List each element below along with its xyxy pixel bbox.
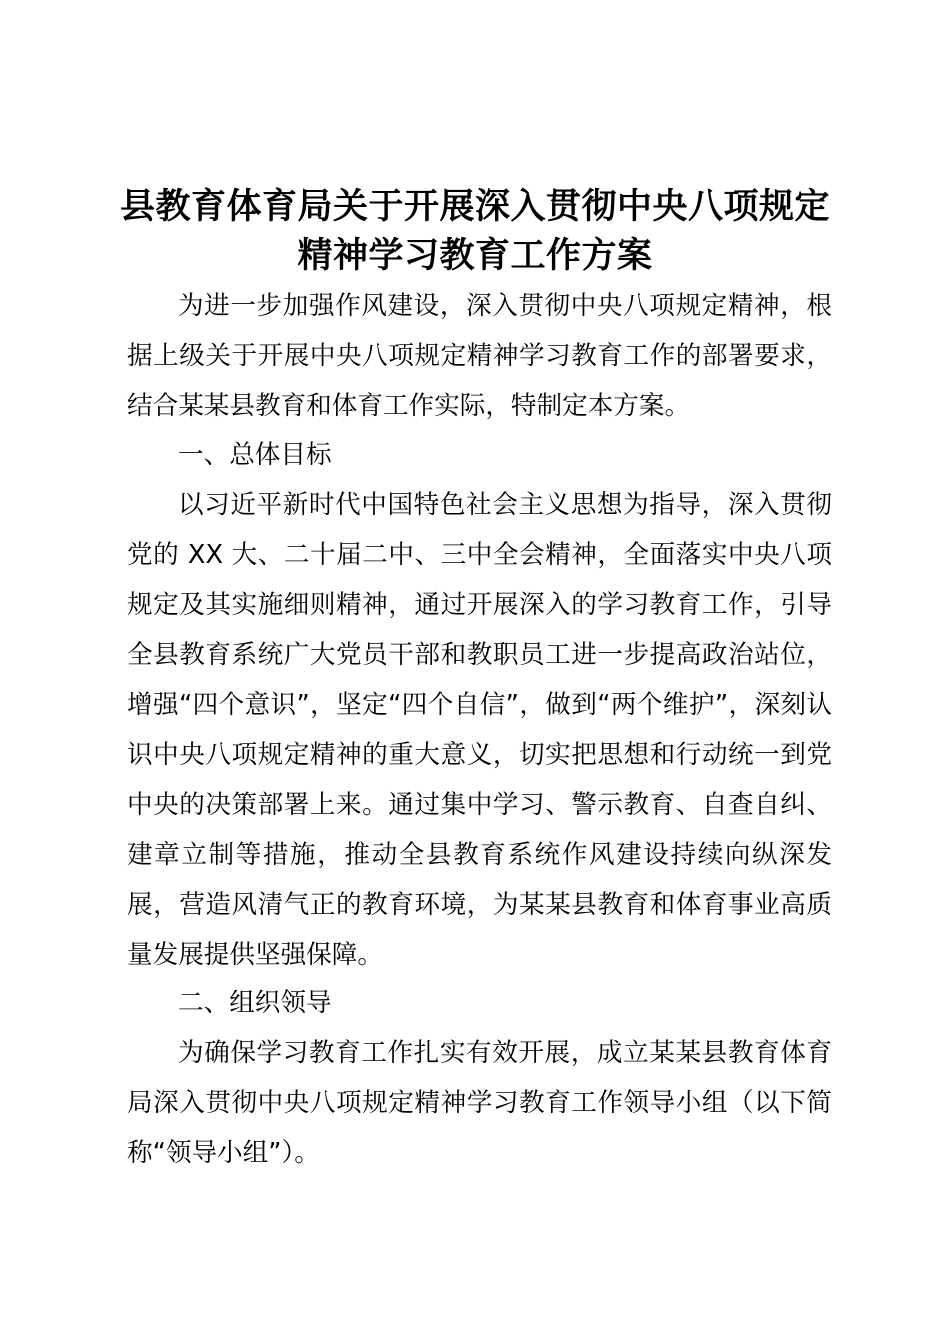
document-title-line-1: 县教育体育局关于开展深入贯彻中央八项规定 xyxy=(119,187,830,227)
section-2-heading: 二、组织领导 xyxy=(178,988,332,1018)
document-title-line-2: 精神学习教育工作方案 xyxy=(297,236,653,276)
intro-paragraph: 为进一步加强作风建设，深入贯彻中央八项规定精神，根据上级关于开展中央八项规定精神学习教育工作的部署要求，结合某某县教育和体育工作实际，特制定本方案。 xyxy=(127,291,832,421)
section-2-paragraph: 为确保学习教育工作扎实有效开展，成立某某县教育体育局深入贯彻中央八项规定精神学习教育工作领导小组（以下简称“领导小组”）。 xyxy=(127,1038,832,1168)
section-1-paragraph: 以习近平新时代中国特色社会主义思想为指导，深入贯彻党的 XX 大、二十届二中、三中全会精神，全面落实中央八项规定及其实施细则精神，通过开展深入的学习教育工作，引导全县教育系统广大党员干部和教职员工进一步提高政治站位，增强“四个意识”，坚定“四个自信”，做到“两个维护”，深刻认识中央八项规定精神的重大意义，切实把思想和行动统一到党中央的决策部署上来。通过集中学习、警示教育、自查自纠、建章立制等措施，推动全县教育系统作风建设持续向纵深发展，营造风清气正的教育环境，为某某县教育和体育事业高质量发展提供坚强保障。 xyxy=(127,490,832,970)
section-1-heading: 一、总体目标 xyxy=(178,440,332,470)
